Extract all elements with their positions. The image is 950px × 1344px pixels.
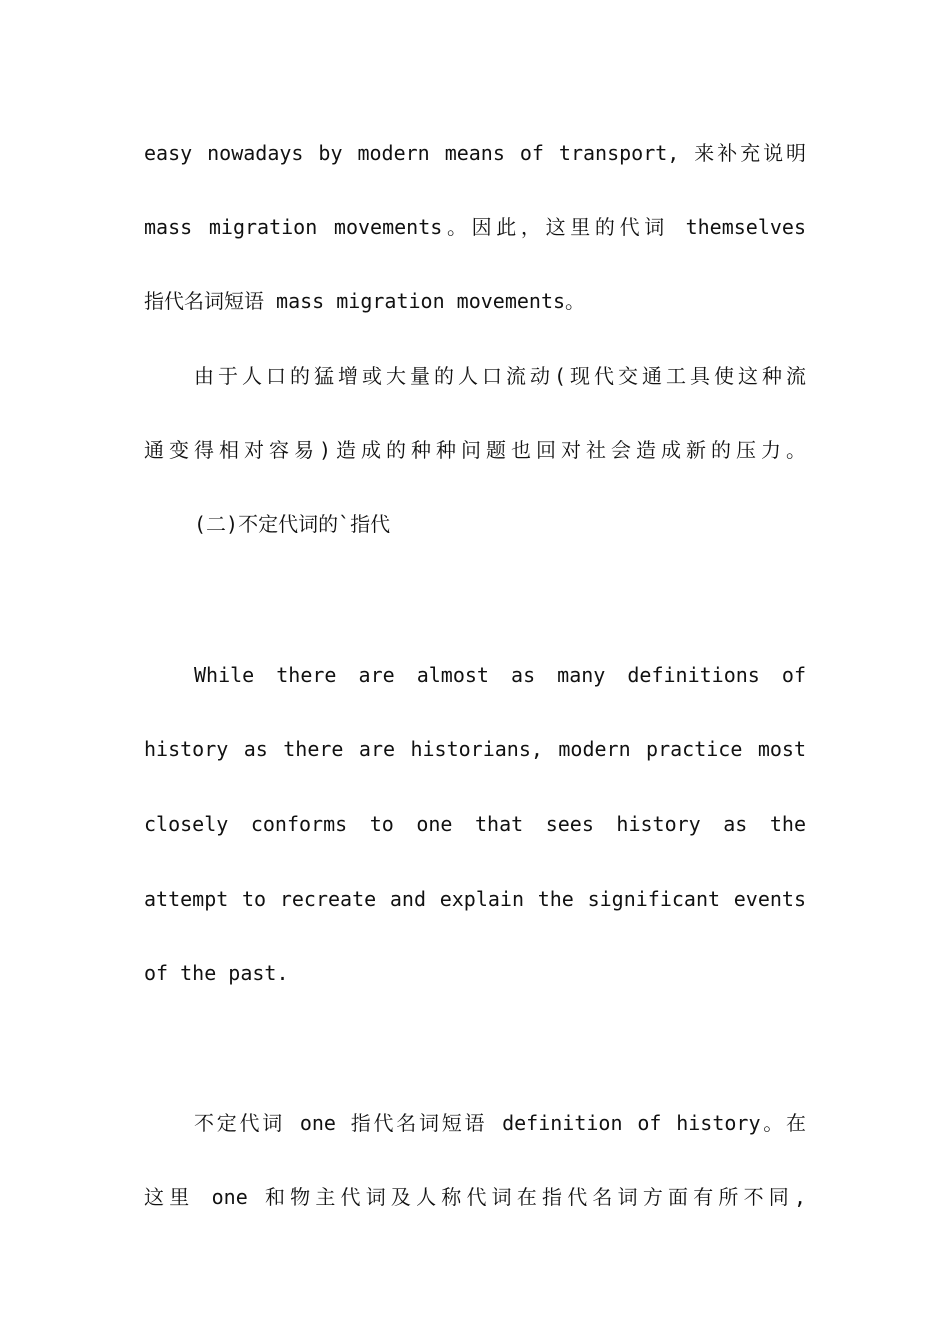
text-line: 通变得相对容易)造成的种种问题也回对社会造成新的压力。 bbox=[144, 438, 806, 462]
text-line: 指代名词短语 mass migration movements。 bbox=[144, 289, 586, 313]
section-heading: (二)不定代词的`指代 bbox=[194, 512, 391, 536]
text-line: easy nowadays by modern means of transport, 来补充说明 bbox=[144, 141, 806, 165]
paragraph-line: 由于人口的猛增或大量的人口流动(现代交通工具使这种流 bbox=[194, 364, 806, 388]
example-line: of the past. bbox=[144, 961, 289, 985]
paragraph-line: 不定代词 one 指代名词短语 definition of history。在 bbox=[194, 1111, 806, 1135]
text-line: 这里 one 和物主代词及人称代词在指代名词方面有所不同, bbox=[144, 1185, 806, 1209]
example-line: attempt to recreate and explain the significant events bbox=[144, 887, 806, 911]
example-line: While there are almost as many definitions of bbox=[194, 663, 806, 687]
text-line: mass migration movements。因此，这里的代词 themselves bbox=[144, 215, 806, 239]
example-line: closely conforms to one that sees history as the bbox=[144, 812, 806, 836]
example-line: history as there are historians, modern practice most bbox=[144, 737, 806, 761]
